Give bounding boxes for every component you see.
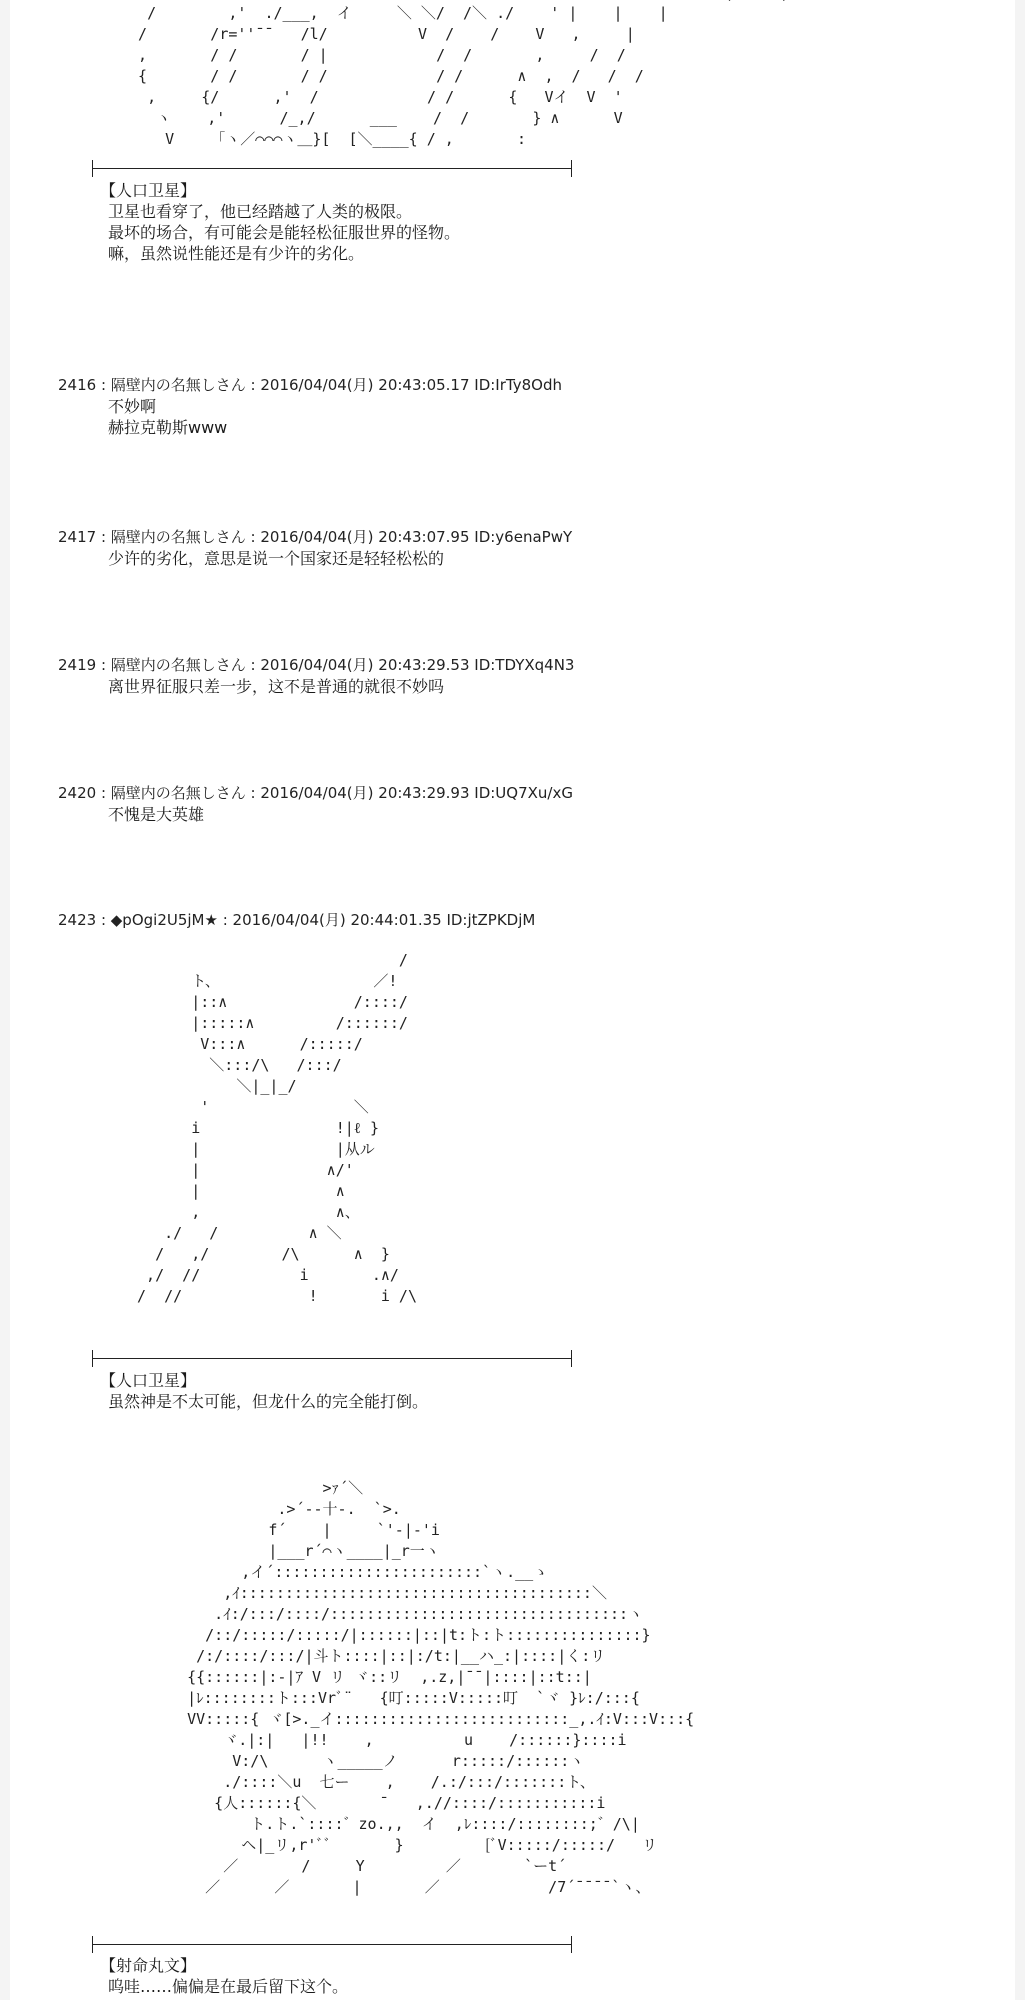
dialogue-lines: [108, 201, 460, 264]
ascii-art-bottom: >ｧ´＼ .>´‐-十-. `>. f´ | `'-|-'i |___r´⌒ヽ____|_r一ヽ ,イ´:::::::::::::::::::::::`ヽ.__ゝ ,ｲ:::::::::::::::::::::::::::::::::::::::＼ .ｲ:/:::/::::/:::::::::::::::::::::::::::::::::ヽ /::/:::::/:::::/|::::::|::|t:ト:ト:::::::::::::::} /:/::::/:::/|斗ト::::|::|:/t:|__ハ_:|::::|く:リ {{::::::|:-|ｱ V リ ヾ::リ ,.z,|¯¯|::::|::t::| |ﾚ::::::::ト:::Vrﾞ¨ {叮:::::V:::::叮 `ヾ }ﾚ:/:::{ VV:::::{ ヾ[>._イ::::::::::::::::::::::::::_,.ｲ:V:::V:::{ ヾ.|:| |!! , u /::::::}::::i V:/\ ヽ_____ノ r:::::/::::::ヽ ./::::＼u 七ー , /.:/:::/:::::::ト、 {人::::::{＼ ̄ ,.//::::/:::::::::::i ト.ト.`::::゛zo.,, イ ,ﾚ::::/::::::::;゛/\| ヘ|_リ,r'ﾞﾞ } [ﾞV:::::/:::::/ リ ／ / Y ／ `ーt´ ／ ／ | ／ /7´¯¯¯¯`ヽ、: [187, 1479, 695, 1896]
post-line: 少许的劣化，意思是说一个国家还是轻轻松松的: [108, 549, 445, 568]
divider-rule: [92, 168, 572, 169]
speaker-label: 【射命丸文】: [100, 1956, 197, 1975]
post-line: 不妙啊: [108, 397, 157, 416]
ascii-art-rabbit: / ト、 ／! |::∧ /::::/ |:::::∧ /::::::/ V:::∧ /:::::/ ＼:::/\ /:::/ ＼|_|_/ ' ＼ i !|ℓ } | |从ル | ∧/' | ∧ , ∧、 ./ / ∧ ＼ / ,/ /\ ∧ } ,/ // i .∧/ / // ! i /\: [137, 951, 417, 1305]
divider-rule: [92, 1358, 572, 1359]
speaker-label: 【人口卫星】: [100, 181, 197, 200]
thread-page: [10, 0, 1015, 2000]
dialogue-line: 虽然神是不太可能，但龙什么的完全能打倒。: [108, 1392, 429, 1411]
post-line: 赫拉克勒斯www: [108, 418, 228, 437]
divider-rule: [92, 1944, 572, 1945]
ascii-art-top: / ,' ./___, イ ＼ ＼/ /＼ ./ ' | | | / /r=''¯¯ /l/ V / / V , | , / / / | / / , / / { / / / / / / ∧ , / / / , {/ ,' / / / { Vイ V ' ヽ ,' /_,/ ___ / / } ∧ V V 「ヽ／⌒⌒⌒ヽ＿}[ [＼____{ / , :: [138, 4, 668, 148]
post-header: 2420 : 隔壁内の名無しさん : 2016/04/04(月) 20:43:29.93 ID:UQ7Xu/xG: [58, 784, 573, 802]
dialogue-line: 嘛，虽然说性能还是有少许的劣化。: [108, 244, 365, 263]
dialogue-lines: [108, 1976, 348, 1997]
dialogue-line: 卫星也看穿了，他已经踏越了人类的极限。: [108, 202, 413, 221]
post-header: 2416 : 隔壁内の名無しさん : 2016/04/04(月) 20:43:05.17 ID:IrTy8Odh: [58, 376, 562, 394]
post-body: [108, 676, 444, 697]
dialogue-lines: [108, 1391, 428, 1412]
post-header: 2423 : ◆pOgi2U5jM★ : 2016/04/04(月) 20:44:01.35 ID:jtZPKDjM: [58, 911, 536, 929]
post-line: 不愧是大英雄: [108, 805, 205, 824]
post-header: 2417 : 隔壁内の名無しさん : 2016/04/04(月) 20:43:07.95 ID:y6enaPwY: [58, 528, 573, 546]
post-line: 离世界征服只差一步，这不是普通的就很不妙吗: [108, 677, 445, 696]
post-body: [108, 396, 227, 438]
post-header: 2419 : 隔壁内の名無しさん : 2016/04/04(月) 20:43:29.53 ID:TDYXq4N3: [58, 656, 575, 674]
dialogue-line: 呜哇……偏偏是在最后留下这个。: [108, 1977, 349, 1996]
speaker-label: 【人口卫星】: [100, 1371, 197, 1390]
post-body: [108, 548, 444, 569]
post-body: [108, 804, 204, 825]
dialogue-line: 最坏的场合，有可能会是能轻松征服世界的怪物。: [108, 223, 461, 242]
